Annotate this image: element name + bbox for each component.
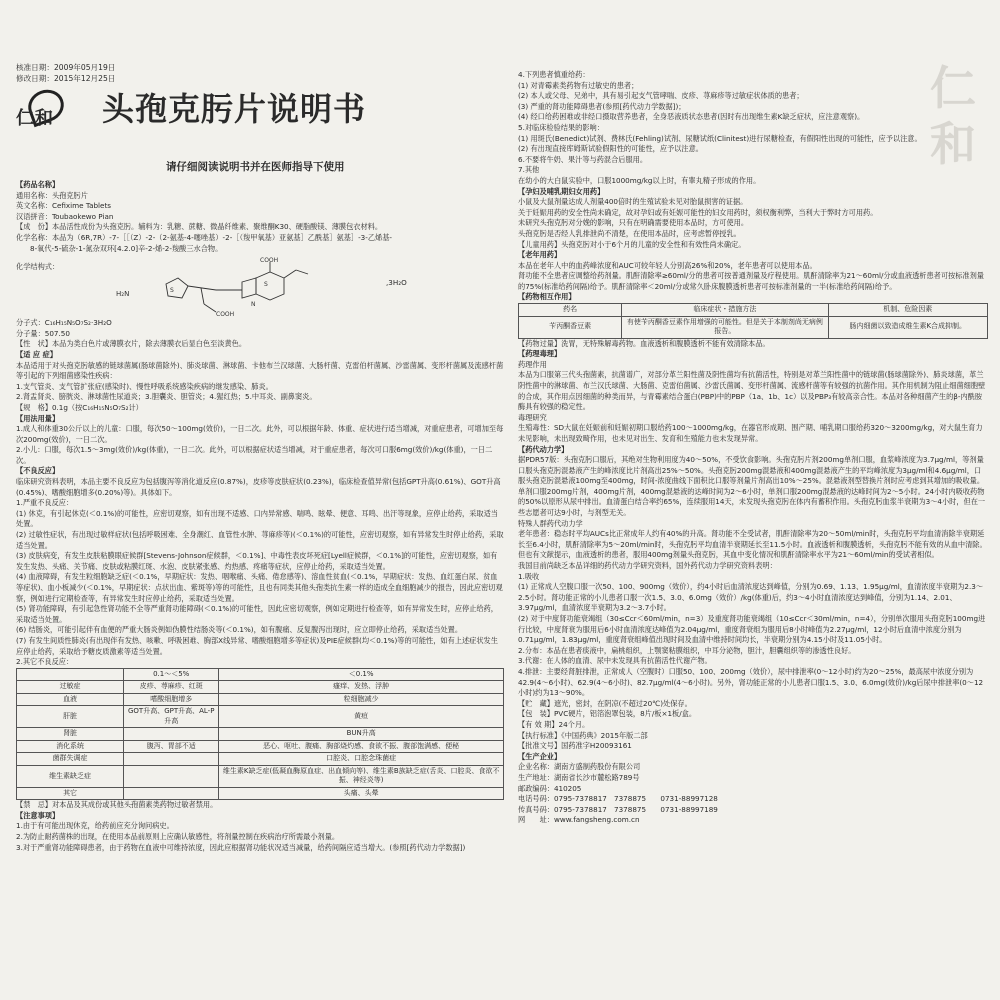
serious-6: (6) 结肠炎，可能引起伴有血便的严重大肠炎例如伪膜性结肠炎等(＜0.1%)，如有腹痛、反复腹泻出现时，应立即停止给药，采取适当处置。 [16,625,463,635]
caution-4: 4.下列患者慎重给药： [518,70,590,79]
table-cell: 肝脏 [17,706,124,728]
package: 【包 装】PVC硬片，铝箔泡罩包装，8片/板×1板/盒。 [518,709,697,719]
svg-text:H₂N: H₂N [116,290,130,299]
right-content [518,70,988,826]
table-row [519,304,988,317]
toxicology-sub: 毒理研究 [518,412,547,422]
serious-7: (7) 有发生间质性肺炎(有出现伴有发热、咳嗽、呼吸困难、胸部X线异常、嗜酸细胞增多等症状)及PIE症候群(均＜0.1%)等的可能性，如有上述症状发生应停止给药，采取给予糖皮质激素等适当处置。 [16,635,498,656]
svg-text:N: N [251,301,256,309]
pregnancy-3: 未研究头孢克肟对分娩的影响，只有在明确需要使用本品时，方可使用。 [518,218,749,228]
children-use: 【儿童用药】头孢克肟对小于6个月的儿童的安全性和有效性尚未确定。 [518,239,746,249]
caution-7: 7.其他 [518,165,540,175]
specification: 【规 格】0.1g（按C₁₆H₁₅N₅O₇S₂计） [16,402,143,412]
chemical-name-1: 化学名称：本品为（6R,7R）-7-［［（Z）-2-（2-氨基-4-噻唑基）-2-［（羧甲氧基）亚氨基］乙酰基］氨基］-3-乙烯基- [16,232,392,242]
pregnancy-4: 头孢克肟是否经人乳排泄尚不清楚，在使用本品时，应考虑暂停授乳。 [518,228,741,238]
table-cell: 维生素K缺乏症(低凝血酶原血症、出血倾向等)、维生素B族缺乏症(舌炎、口腔炎、食欲不振、神经炎等) [219,765,504,787]
storage: 【贮 藏】遮光，密封，在阴凉(不超过20℃)处保存。 [518,698,692,708]
logo-brand-text: 仁和 [16,108,54,129]
serious-2: (2) 过敏性症状，有出现过敏样症状(包括呼吸困难、全身潮红、血管性水肿、荨麻疹等)(＜0.1%)的可能性，应密切观察，如有异常发生时停止给药，采取适当处置。 [16,530,504,550]
section-drug-name: 【药品名称】 [16,180,60,189]
caution-4-2: (2) 本人或父母、兄弟中，具有易引起支气管哮喘、皮疹、荨麻疹等过敏症状体质的患者； [518,91,804,101]
pk-9: 4.排泄：主要经肾脏排泄，正常成人（空腹时）口服50、100、200mg（效价），尿中排泄率(0～12小时)约为20～25%，最高尿中浓度分别为42.9(4～6小时)、62.9(4～6小时)、82.7μg/ml(4～6小时)。另外，肾功能正常的小儿患者口服1.5、3.0、6.0mg(效价)/kg后尿中排泄率(0～12小时)约为13～90%。 [518,666,984,698]
left-content [16,180,504,853]
overdose: 【药物过量】洗胃，无特殊解毒药物。血液透析和腹膜透析不能有效清除本品。 [518,338,770,348]
table-cell: 消化系统 [17,740,124,753]
table-cell [124,787,219,800]
caution-3: 3.对于严重肾功能障碍患者，由于药物在血液中可维持浓度，因此应根据肾功能状况适当减量，给药间隔应适当增大。(参照[药代动力学数据]) [16,842,466,852]
pk-1: 据PDR57版：头孢克肟口服后，其绝对生物利用度为40～50%，不受饮食影响。头孢克肟片剂200mg单剂口服，血浆峰浓度为3.7μg/ml，等剂量口服头孢克肟混悬液产生的峰浓度比片剂高出25%～50%。头孢克肟200mg混悬液和400mg混悬液产生的平均峰浓度为3μg/ml和4.6μg/ml，口服头孢克肟混悬液100mg至400mg，时间-浓度曲线下面积比口服等剂量片剂高出10%～25%。混悬液剂型替换片剂时应考虑到其增加的吸收量。单剂口服200mg片剂，400mg片剂，400mg混悬液的达峰时间为2～6小时，单剂口服200mg混悬液的达峰时间为2～5小时。24小时内吸收药物的50%以原形从尿中排出。血清蛋白结合率约65%，连续服用14天，未发现头孢克肟在体内有蓄积作用。头孢克肟血浆半衰期为3～4小时，但在一些志愿者可达9小时，与剂型无关。 [518,455,986,518]
table-row [17,740,504,753]
svg-text:S: S [170,287,174,295]
page-subtitle: 请仔细阅读说明书并在医师指导下使用 [166,161,345,173]
serious-1: (1) 休克，有引起休克(＜0.1%)的可能性，应密切观察，如有出现不适感、口内异常感、喘鸣、眩晕、便意、耳鸣、出汗等现象，应停止给药，采取适当处置。 [16,508,498,529]
pregnancy-1: 小鼠及大鼠剂量达成人剂量400倍时的生殖试验未见对胎鼠损害的证据。 [518,197,748,207]
section-dosage: 【用法用量】 [16,413,60,423]
table-row [17,706,504,728]
pk-special: 特殊人群药代动力学 [518,518,583,528]
chemical-name-2: 8-氧代-5-硫杂-1-氮杂双环[4.2.0]辛-2-烯-2-羧酸三水合物。 [30,243,223,253]
section-pregnancy: 【孕妇及哺乳期妇女用药】 [518,186,605,196]
table-row [17,728,504,741]
structure-label: 化学结构式： [16,262,60,272]
phone: 电话号码：0795-7378817 7378875 0731-88997128 [518,794,718,804]
bleed-through-text: 仁和 [930,61,976,170]
table-cell: 苄丙酮香豆素 [519,316,622,338]
composition: 【成 份】本品活性成份为头孢克肟。辅料为：乳糖、蔗糖、微晶纤维素、聚维酮K30、硬脂酸镁、薄膜包衣材料。 [16,222,383,232]
manufacturer-name: 企业名称：湖南方盛制药股份有限公司 [518,762,641,772]
table-cell: 嗜酸细胞增多 [124,693,219,706]
section-pharmacokinetics: 【药代动力学】 [518,444,569,454]
other-adverse-heading: 2.其它不良反应： [16,657,74,667]
section-indication: 【适 应 症】 [16,349,57,359]
postal-code: 邮政编码：410205 [518,783,582,793]
appearance: 【性 状】本品为类白色片或薄膜衣片，除去薄膜衣后显白色至淡黄色。 [16,339,247,349]
table-header: ＜0.1% [219,668,504,681]
table-cell: 其它 [17,787,124,800]
svg-text:COOH: COOH [260,257,279,265]
table-header: 0.1～＜5% [124,668,219,681]
serious-3: (3) 皮肤病变，有发生皮肤粘膜眼症候群[Stevens-Johnson症候群，＜0.1%]、中毒性表皮坏死症[Lyell症候群，＜0.1%]的可能性，应密切观察，如有发生发热、头痛、关节痛、皮肤或粘膜红斑、水泡、皮肤紧张感、灼热感、疼痛等症状，应停止给药，采取适当处置。 [16,551,498,571]
serious-5: (5) 肾功能障碍，有引起急性肾功能不全等严重肾功能障碍(＜0.1%)的可能性，因此应密切观察，例如定期进行检查等，如有异常发生时，应停止给药，采取适当处置。 [16,604,498,624]
approval-date: 核准日期：2009年05月19日 [16,63,116,72]
table-cell: 口腔炎、口腔念珠菌症 [219,753,504,766]
caution-4-1: (1) 对青霉素类药物有过敏史的患者； [518,80,639,90]
generic-name: 通用名称：头孢克肟片 [16,190,88,200]
caution-5-2: (2) 有出现直接库姆斯试验假阳性的可能性，应予以注意。 [518,144,703,154]
table-cell [124,728,219,741]
approval-dates [16,62,115,84]
pk-7: 2.分布：本品在患者痰液中，扁桃组织，上颚窦粘膜组织，中耳分泌物，胆汁，胆囊组织等的渗透性良好。 [518,645,856,655]
caution-4-4: (4) 经口给药困难或非经口摄取营养患者，全身恶液质状态患者(因时有出现维生素K缺乏症状，应注意观察)。 [518,112,865,122]
pk-5: (1) 正常成人空腹口服一次50、100、900mg（效价），约4小时后血清浓度达到峰值，分别为0.69、1.13、1.95μg/ml，血清浓度半衰期为2.3～2.5小时。肾功能正常的小儿患者口服一次1.5、3.0、6.0mg（效价）/kg(体重)后，约3～4小时血清浓度达到峰值，分别为1.14、2.01、3.97μg/ml，血清浓度半衰期为3.2～3.7小时。 [518,582,984,613]
table-cell: 黄疸 [219,706,504,728]
pk-4: 1.吸收 [518,571,540,581]
contraindication: 【禁 忌】对本品及其成份或其他头孢菌素类药物过敏者禁用。 [16,800,218,810]
pk-3: 我国目前尚缺乏本品详细的药代动力学研究资料，国外药代动力学研究资料表明： [518,561,777,571]
table-row [519,316,988,338]
page-title: 头孢克肟片说明书 [102,90,367,128]
serious-4: (4) 血液障碍，有发生粒细胞缺乏症(＜0.1%，早期症状：发热、咽喉痛、头痛、倦怠感等)、溶血性贫血(＜0.1%，早期症状：发热、血红蛋白尿、贫血等症状)、血小板减少(＜0.1%，早期症状：点状出血、紫斑等)等的可能性，且也有同类其他头孢类抗生素一样的造成全血细胞减少的报告，因此应密切观察，例如进行定期检查等，有异常发生时应停止给药，采取适当处置。 [16,572,503,603]
section-pharmacology: 【药理毒理】 [518,349,562,359]
structure-drawing-icon [56,256,356,316]
pinyin-name: 汉语拼音：Toubaokewo Pian [16,211,114,221]
serious-heading: 1.严重不良反应： [16,498,74,508]
table-cell: 皮疹、荨麻疹、红斑 [124,681,219,694]
adverse-table [16,668,504,801]
pk-6: (2) 对于中度肾功能衰竭组（30≤Ccr＜60ml/min，n=3）及重度肾功能衰竭组（10≤Ccr＜30ml/min，n=4），分别单次服用头孢克肟100mg进行比较，中度肾衰为服用后6小时血清浓度达峰值为2.04μg/ml，重度肾衰组为服用后8小时峰值为2.27μg/ml，12小时后血清中浓度分别为0.71μg/ml，1.83μg/ml，重度肾衰组峰值出现时间及血清中维持时间均长，半衰期分别为4.15小时及11.05小时。 [518,614,986,645]
pregnancy-2: 关于妊娠用药的安全性尚未确定，故对孕妇或有妊娠可能性的妇女用药时，须权衡利弊，当利大于弊时方可用药。 [518,207,878,217]
elderly-2: 肾功能不全患者应调整给药剂量。肌酐清除率≥60ml/分的患者可按普通剂量及疗程使用。肌酐清除率为21～60ml/分或血液透析患者可按标准剂量的75%(标准给药间隔)给予。肌酐清除率＜20ml/分或常久卧床腹膜透析患者可按标准剂量的一半(标准给药间隔)给予。 [518,271,984,291]
brand-logo [16,90,86,140]
table-header: 药名 [519,304,622,317]
fax: 传真号码：0795-7378817 7378875 0731-88997189 [518,804,718,814]
caution-4-3: (3) 严重的肾功能障碍患者(参照[药代动力学数据])； [518,101,686,111]
table-cell: 腹泻、胃部不适 [124,740,219,753]
dosage-2: 2.小儿：口服，每次1.5～3mg(效价)/kg(体重)，一日二次。此外，可以根据症状适当增减，对于重症患者，每次可口服6mg(效价)/kg(体重)，一日二次。 [16,445,493,465]
caution-7-text: 在幼小的大白鼠实验中，口服1000mg/kg以上时，有睾丸精子形成的作用。 [518,175,761,185]
table-row [17,681,504,694]
pk-8: 3.代谢：在人体的血清、尿中未发现具有抗菌活性代谢产物。 [518,656,712,666]
table-cell: 肠内细菌以致造成维生素K合成抑制。 [828,316,987,338]
structure-diagram [16,256,504,316]
caution-5-1: (1) 用斑氏(Benedict)试剂、费林氏(Fehling)试剂、尿糖试纸(Clinitest)进行尿糖检查，有假阳性出现的可能性，应予以注意。 [518,133,922,143]
molecular-weight: 分子量：507.50 [16,328,70,338]
pharmacology-sub: 药理作用 [518,359,547,369]
dosage-1: 1.成人和体重30公斤以上的儿童：口服，每次50～100mg(效价)，一日二次。此外，可以根据年龄、体重、症状进行适当增减，对重症患者，可增加至每次200mg(效价)，一日二次。 [16,424,504,444]
caution-6: 6.不要将牛奶、果汁等与药混合后服用。 [518,154,648,164]
standard: 【执行标准】《中国药典》2015年版二部 [518,730,648,740]
table-cell: 瘙痒、发热、浮肿 [219,681,504,694]
table-header: 机制、危险因素 [828,304,987,317]
manufacturer-address: 生产地址：湖南省长沙市麓松路789号 [518,772,640,782]
table-header: 临床症状・措施方法 [622,304,828,317]
indication-2: 2.肾盂肾炎、膀胱炎、淋球菌性尿道炎；3.胆囊炎、胆管炎；4.猩红热；5.中耳炎、副鼻窦炎。 [16,392,317,402]
table-row [17,753,504,766]
table-cell [124,765,219,787]
table-cell: GOT升高、GPT升高、AL-P升高 [124,706,219,728]
adverse-text: 临床研究资料表明，本品主要不良反应为包括腹泻等消化道反应(0.87%)，皮疹等皮肤症状(0.23%)，临床检查值异常(包括GPT升高(0.61%)、GOT升高(0.45%)、嗜酸细胞增多(0.20%)等)。具体如下。 [16,477,501,497]
caution-2: 2.为防止耐药菌株的出现，在使用本品前原则上应确认敏感性，将剂量控制在疾病治疗所需最小剂量。 [16,832,340,842]
section-interaction: 【药物相互作用】 [518,292,576,302]
pk-2: 老年患者：稳态时平均AUCs比正常成年人约有40%的升高。肾功能不全受试者，肌酐清除率为20～50ml/min时，头孢克肟平均血清消除半衰期延长至6.4小时，肌酐清除率为5～20ml/min时，头孢克肟平均血清半衰期延长至11.5小时。血液透析和腹膜透析，头孢克肟不能有效的从血中清除。但也有文献提示，血液透析的患者，服用400mg剂量头孢克肟，其血中变化情况和肌酐清除率水平为21～60ml/min的受试者相似。 [518,529,987,560]
table-cell: 肾脏 [17,728,124,741]
section-caution: 【注意事项】 [16,810,60,820]
table-cell: 过敏症 [17,681,124,694]
caution-5: 5.对临床检验结果的影响： [518,122,604,132]
svg-text:COOH: COOH [216,311,235,317]
table-row [17,765,504,787]
table-cell: 有使苄丙酮香豆素作用增强的可能性。但是关于本制剂尚无病例报告。 [622,316,828,338]
svg-text:S: S [264,281,268,289]
english-name: 英文名称：Cefixime Tablets [16,201,112,211]
interaction-table [518,303,988,339]
table-cell [124,753,219,766]
caution-1: 1.由于有可能出现休克，给药前应充分询问病史。 [16,821,174,831]
hydrate-label: ,3H₂O [386,278,407,288]
validity: 【有 效 期】24个月。 [518,719,590,729]
table-cell: 菌群失调症 [17,753,124,766]
molecular-formula: 分子式：C₁₆H₁₅N₅O₇S₂·3H₂O [16,318,112,328]
section-adverse: 【不良反应】 [16,466,60,476]
toxicology-text: 生殖毒性：SD大鼠在妊娠前和妊娠初期口服给药100～1000mg/kg，在器官形成期、围产期、哺乳期口服给药320～3200mg/kg，对大鼠生育力未见影响，未出现致畸作用，也未见对出生、发育和生殖能力也未发现异常。 [518,423,983,443]
revision-date: 修改日期：2015年12月25日 [16,74,116,83]
table-cell: 粒细胞减少 [219,693,504,706]
section-elderly: 【老年用药】 [518,250,562,260]
table-cell: 恶心、呕吐、腹痛、胸部烧灼感、食欲不振、腹部饱满感、便秘 [219,740,504,753]
table-cell: BUN升高 [219,728,504,741]
section-manufacturer: 【生产企业】 [518,751,562,761]
table-row [17,693,504,706]
pharmacology-text: 本品为口服第三代头孢菌素，抗菌谱广，对部分革兰阳性菌及阴性菌均有抗菌活性，特别是对革兰阳性菌中的链球菌(肠球菌除外)、肺炎球菌，革兰阴性菌中的淋球菌、布兰汉氏球菌、大肠菌、克雷伯菌属、沙雷氏菌属、变形杆菌属、流感杆菌等有较强的抗菌作用。其作用机制为阻止细菌细胞壁的合成，其作用点因细菌的种类而异，与青霉素结合蛋白(PBP)中的PBP（1a、1b、1c）以及PBP₃有较高亲合性。本品对各种细菌产生的β-内酰胺酶具有较强的稳定性。 [518,370,986,412]
table-cell: 头痛、头晕 [219,787,504,800]
table-cell: 维生素缺乏症 [17,765,124,787]
table-row [17,668,504,681]
indication-text: 本品适用于对头孢克肟敏感的链球菌属(肠球菌除外)、肺炎球菌、淋球菌、卡他布兰汉球菌、大肠杆菌、克雷伯杆菌属、沙雷菌属、变形杆菌属及流感杆菌等引起的下列细菌感染性疾病： [16,360,504,381]
table-cell: 血液 [17,693,124,706]
approval-number: 【批准文号】国药准字H20093161 [518,741,632,751]
indication-1: 1.支气管炎、支气管扩张症(感染时)、慢性呼吸系统感染疾病的继发感染、肺炎。 [16,381,273,391]
website: 网 址：www.fangsheng.com.cn [518,815,640,825]
table-row [17,787,504,800]
elderly-1: 本品在老年人中的血药峰浓度和AUC可较年轻人分别高26%和20%，老年患者可以使用本品。 [518,260,817,270]
